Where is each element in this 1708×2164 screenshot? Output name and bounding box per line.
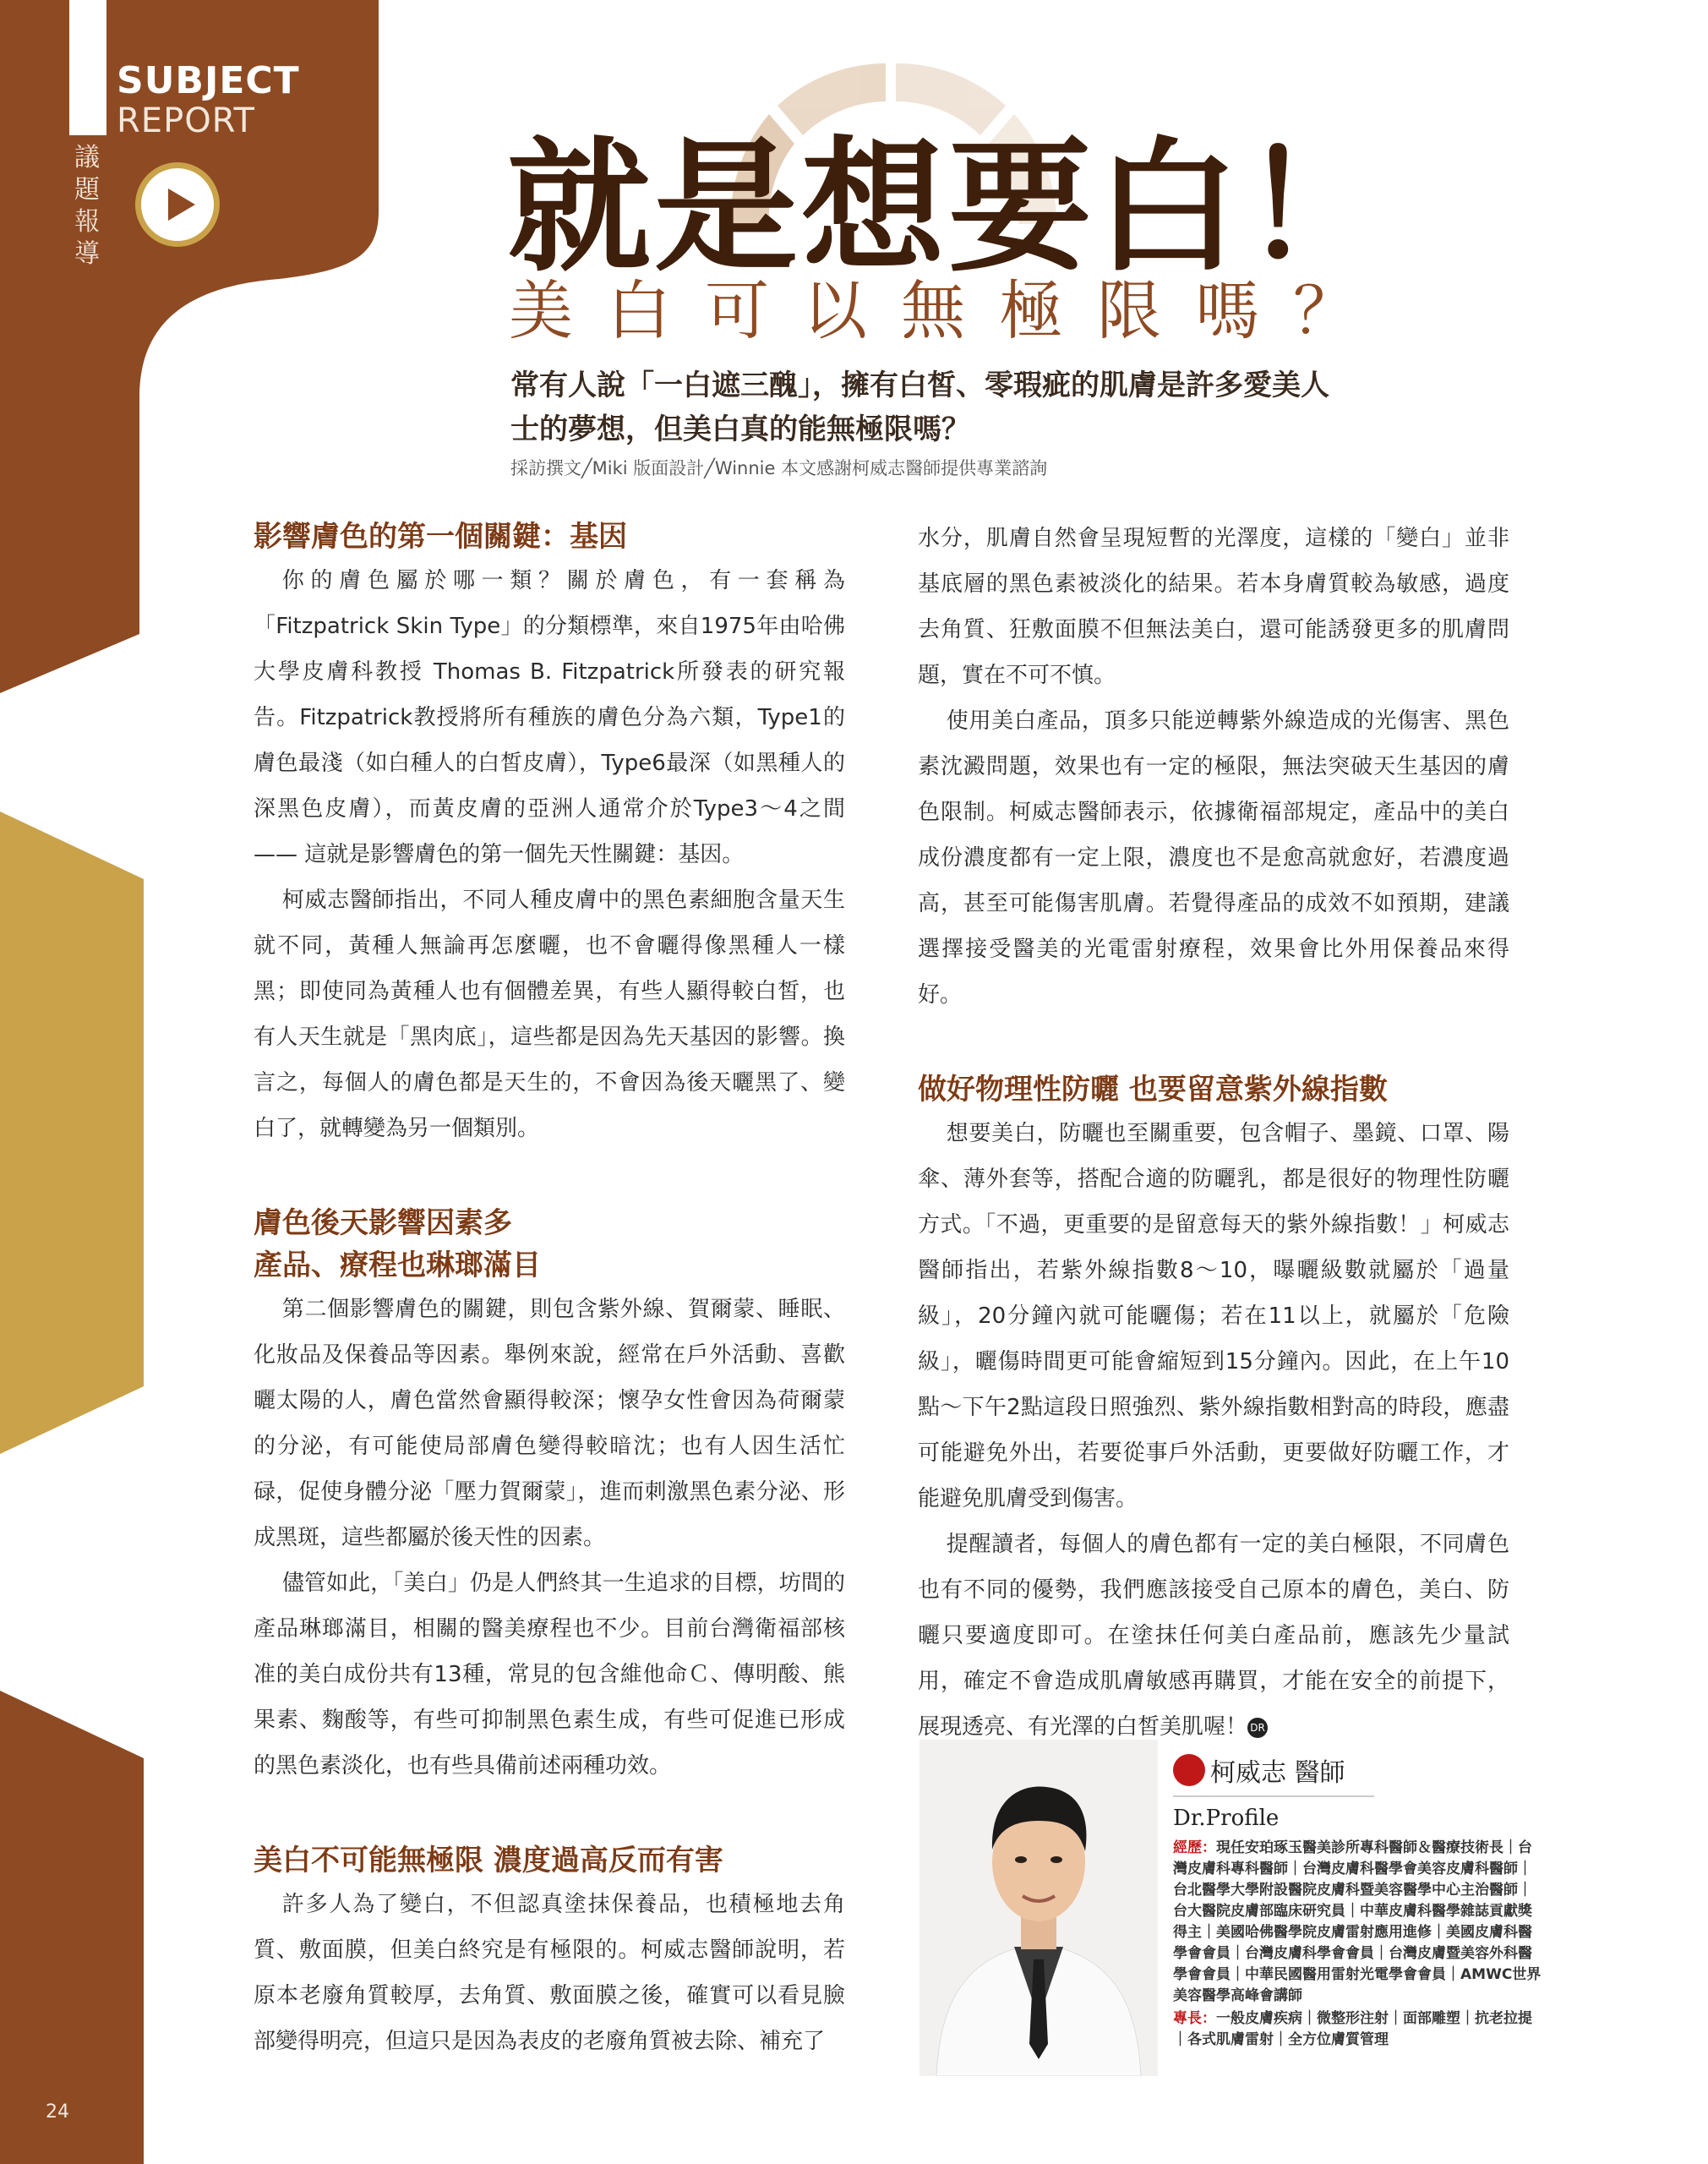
paragraph: 使用美白產品，頂多只能逆轉紫外線造成的光傷害、黑色素沈澱問題，效果也有一定的極限，無法突破天生基因的膚色限制。柯威志醫師表示，依據衛福部規定，產品中的美白成份濃度都有一定上限，濃度也不是愈高就愈好，若濃度過高，甚至可能傷害肌膚。若覺得產品的成效不如預期，建議選擇接受醫美的光電雷射療程，效果會比外用保養品來得好。 [918,708,1509,1008]
play-button[interactable] [135,162,220,247]
end-mark-icon: DR [1247,1718,1268,1738]
profile-heading: Dr.Profile [1173,1806,1280,1831]
heading-line-1: 膚色後天影響因素多 [254,1206,512,1240]
article-title: 就是想要白！ [507,123,1390,292]
play-icon [160,183,202,226]
section-heading-genes: 影響膚色的第一個關鍵：基因 [254,520,627,554]
paragraph: 你的膚色屬於哪一類？關於膚色，有一套稱為「Fitzpatrick Skin Type」的分類標準，來自1975年由哈佛大學皮膚科教授 Thomas B. Fitzpatrick所發表的研究報告。Fitzpatrick教授將所有種族的膚色分為六類，Type1的膚色最淺（如白種人的白皙皮膚），Type6最深（如黑種人的深黑色皮膚），而黃皮膚的亞洲人通常介於Type3～4之間 —— 這就是影響膚色的第一個先天性關鍵：基因。 [254,568,845,867]
specialty-label: 專長： [1173,2010,1216,2027]
article-credits: 採訪撰文╱Miki 版面設計╱Winnie 本文感謝柯威志醫師提供專業諮詢 [510,458,1048,478]
section-vertical-label: 議題報導 [74,143,100,269]
specialty-text: 一般皮膚疾病｜微整形注射｜面部雕塑｜抗老拉提｜各式肌膚雷射｜全方位膚質管理 [1173,2010,1532,2048]
heading-line-2: 產品、療程也琳瑯滿目 [254,1249,541,1282]
experience-text: 現任安珀琢玉醫美診所專科醫師＆醫療技術長｜台灣皮膚科專科醫師｜台灣皮膚科醫學會美容皮膚科醫師｜台北醫學大學附設醫院皮膚科暨美容醫學中心主治醫師｜台大醫院皮膚部臨床研究員｜中華皮膚科醫學雜誌貢獻獎得主｜美國哈佛醫學院皮膚雷射應用進修｜美國皮膚科醫學會會員｜台灣皮膚科學會會員｜台灣皮膚暨美容外科醫學會會員｜中華民國醫用雷射光電學會會員｜AMWC世界美容醫學高峰會講師 [1173,1839,1542,2004]
gold-side-band [0,812,144,1454]
section-label-subject: SUBJECT [117,59,300,102]
paragraph: 想要美白，防曬也至關重要，包含帽子、墨鏡、口罩、陽傘、薄外套等，搭配合適的防曬乳，都是很好的物理性防曬方式。「不過，更重要的是留意每天的紫外線指數！」柯威志醫師指出，若紫外線指數8～10，曝曬級數就屬於「過量級」，20分鐘內就可能曬傷；若在11以上，就屬於「危險級」，曬傷時間更可能會縮短到15分鐘內。因此，在上午10點～下午2點這段日照強烈、紫外線指數相對高的時段，應盡可能避免外出，若要從事戶外活動，更要做好防曬工作，才能避免肌膚受到傷害。 [918,1121,1509,1511]
profile-experience [1173,1838,1542,2007]
text-column-right [918,516,1509,1750]
paragraph-closing [918,1522,1509,1750]
paragraph: 柯威志醫師指出，不同人種皮膚中的黑色素細胞含量天生就不同，黃種人無論再怎麼曬，也不會曬得像黑種人一樣黑；即使同為黃種人也有個體差異，有些人顯得較白皙，也有人天生就是「黑肉底」，這些都是因為先天基因的影響。換言之，每個人的膚色都是天生的，不會因為後天曬黑了、變白了，就轉變為另一個類別。 [254,888,845,1141]
article-subtitle: 美白可以無極限嗎？ [509,273,1391,348]
profile-divider [1173,1795,1374,1797]
paragraph: 許多人為了變白，不但認真塗抹保養品，也積極地去角質、敷面膜，但美白終究是有極限的。柯威志醫師說明，若原本老廢角質較厚，去角質、敷面膜之後，確實可以看見臉部變得明亮，但這只是因為表皮的老廢角質被去除、補充了 [254,1892,845,2054]
page-number: 24 [46,2101,69,2123]
text-column-left [254,516,845,2064]
section-heading-limits: 美白不可能無極限 濃度過高反而有害 [254,1844,723,1877]
brown-bottom-band [0,1691,144,2164]
profile-specialty [1173,2008,1542,2051]
paragraph: 儘管如此，「美白」仍是人們終其一生追求的目標，坊間的產品琳瑯滿目，相關的醫美療程也不少。目前台灣衛福部核准的美白成份共有13種，常見的包含維他命Ｃ、傳明酸、熊果素、麴酸等，有些可抑制黑色素生成，有些可促進已形成的黑色素淡化，也有些具備前述兩種功效。 [254,1571,845,1779]
experience-label: 經歷： [1173,1839,1216,1856]
section-label-report: REPORT [117,101,255,140]
paragraph: 第二個影響膚色的關鍵，則包含紫外線、賀爾蒙、睡眠、化妝品及保養品等因素。舉例來說，經常在戶外活動、喜歡曬太陽的人，膚色當然會顯得較深；懷孕女性會因為荷爾蒙的分泌，有可能使局部膚色變得較暗沈；也有人因生活忙碌，促使身體分泌「壓力賀爾蒙」，進而刺激黑色素分泌、形成黑斑，這些都屬於後天性的因素。 [254,1297,845,1550]
profile-logo-icon [1173,1754,1205,1786]
paragraph: 水分，肌膚自然會呈現短暫的光澤度，這樣的「變白」並非基底層的黑色素被淡化的結果。若本身膚質較為敏感，過度去角質、狂敷面膜不但無法美白，還可能誘發更多的肌膚問題，實在不可不慎。 [918,526,1509,688]
closing-text: 提醒讀者，每個人的膚色都有一定的美白極限，不同膚色也有不同的優勢，我們應該接受自己原本的膚色，美白、防曬只要適度即可。在塗抹任何美白產品前，應該先少量試用，確定不會造成肌膚敏感再購買，才能在安全的前提下，展現透亮、有光澤的白皙美肌喔！ [918,1532,1509,1740]
section-heading-acquired [254,1202,845,1287]
profile-header [1173,1751,1379,1789]
profile-details [1173,1838,1542,2052]
header-accent-bar [69,0,106,135]
doctor-photo [919,1740,1158,2076]
lead-paragraph: 常有人說「一白遮三醜」，擁有白皙、零瑕疵的肌膚是許多愛美人士的夢想，但美白真的能無極限嗎？ [510,369,1329,446]
doctor-name: 柯威志 醫師 [1210,1758,1345,1788]
section-heading-sunscreen: 做好物理性防曬 也要留意紫外線指數 [918,1073,1388,1107]
